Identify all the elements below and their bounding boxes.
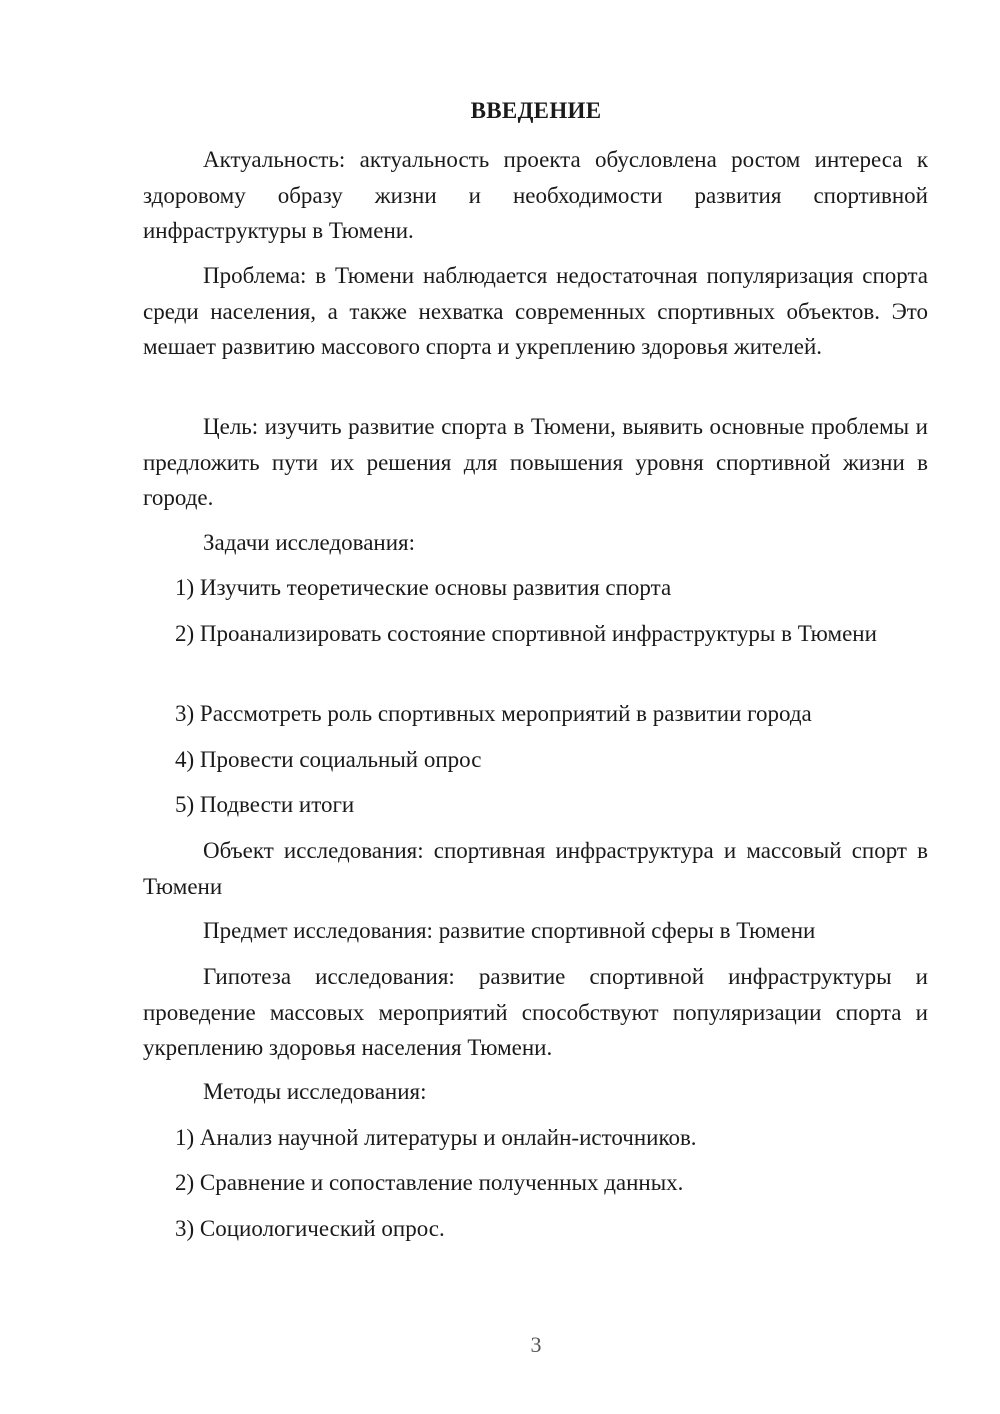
goal-paragraph: Цель: изучить развитие спорта в Тюмени, выявить основные проблемы и предложить пути их решения для повышения уровня спортивной жизни в городе. [143, 414, 928, 510]
relevance-paragraph: Актуальность: актуальность проекта обусловлена ростом интереса к здоровому образу жизни и необходимости развития спортивной инфраструктуры в Тюмени. [143, 147, 928, 243]
method-item-2: 2) Сравнение и сопоставление полученных данных. [175, 1170, 684, 1195]
section-heading: ВВЕДЕНИЕ [470, 98, 602, 123]
object-paragraph: Объект исследования: спортивная инфраструктура и массовый спорт в Тюмени [143, 838, 928, 899]
page-number: 3 [530, 1332, 542, 1357]
methods-title: Методы исследования: [203, 1079, 427, 1104]
task-item-1: 1) Изучить теоретические основы развития спорта [175, 575, 672, 600]
task-item-3: 3) Рассмотреть роль спортивных мероприятий в развитии города [175, 701, 812, 726]
subject-paragraph: Предмет исследования: развитие спортивной сферы в Тюмени [203, 918, 816, 943]
problem-paragraph: Проблема: в Тюмени наблюдается недостаточная популяризация спорта среди населения, а также нехватка современных спортивных объектов. Это мешает развитию массового спорта и укреплению здоровья жителей. [143, 263, 928, 359]
method-item-1: 1) Анализ научной литературы и онлайн-источников. [175, 1125, 697, 1150]
task-item-5: 5) Подвести итоги [175, 792, 355, 817]
task-item-2: 2) Проанализировать состояние спортивной инфраструктуры в Тюмени [175, 621, 877, 646]
task-item-4: 4) Провести социальный опрос [175, 747, 482, 772]
tasks-title: Задачи исследования: [203, 530, 416, 555]
hypothesis-paragraph: Гипотеза исследования: развитие спортивной инфраструктуры и проведение массовых мероприятий способствуют популяризации спорта и укреплению здоровья населения Тюмени. [143, 964, 928, 1060]
method-item-3: 3) Социологический опрос. [175, 1216, 445, 1241]
